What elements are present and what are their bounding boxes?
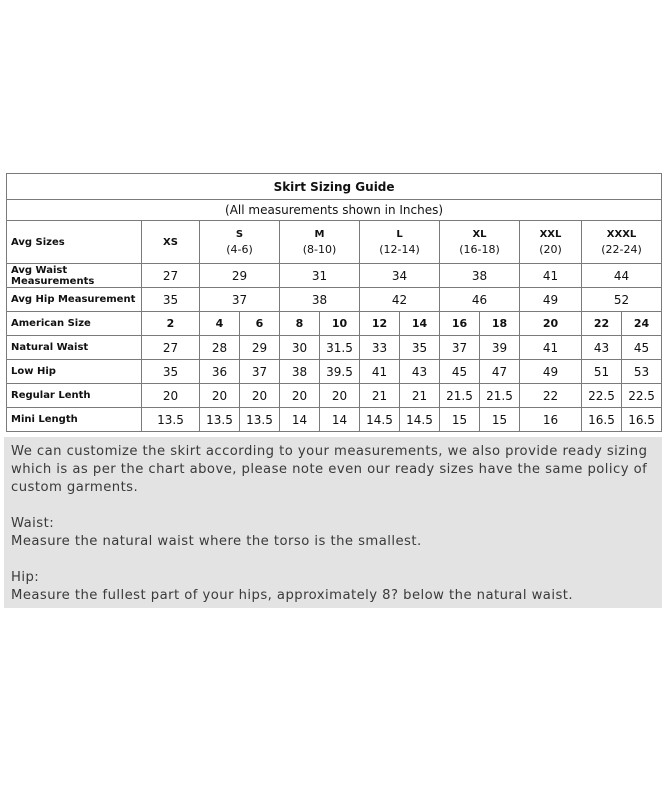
hip-heading: Hip: <box>11 570 40 585</box>
table-cell: 47 <box>480 360 520 384</box>
sizing-chart-image <box>6 173 661 432</box>
table-cell: 20 <box>520 312 582 336</box>
table-cell: 12 <box>360 312 400 336</box>
table-cell: 45 <box>622 336 662 360</box>
size-header-xxl: XXL (20) <box>520 221 582 264</box>
waist-text: Measure the natural waist where the torso is the smallest. <box>11 534 422 549</box>
table-cell: 51 <box>582 360 622 384</box>
american-size-label: American Size <box>7 312 142 336</box>
sizing-notes <box>4 437 662 608</box>
table-cell: 33 <box>360 336 400 360</box>
avg-hip-label: Avg Hip Measurement <box>7 288 142 312</box>
table-cell: 38 <box>280 288 360 312</box>
table-cell: 31.5 <box>320 336 360 360</box>
table-cell: 15 <box>440 408 480 432</box>
table-cell: 10 <box>320 312 360 336</box>
table-cell: 38 <box>440 264 520 288</box>
table-cell: 49 <box>520 288 582 312</box>
table-cell: 13.5 <box>200 408 240 432</box>
table-cell: 20 <box>240 384 280 408</box>
table-cell: 16 <box>520 408 582 432</box>
table-cell: 37 <box>240 360 280 384</box>
table-cell: 2 <box>142 312 200 336</box>
table-cell: 18 <box>480 312 520 336</box>
table-cell: 6 <box>240 312 280 336</box>
waist-heading: Waist: <box>11 516 55 531</box>
sizing-table <box>6 173 662 432</box>
table-cell: 21 <box>400 384 440 408</box>
table-cell: 20 <box>200 384 240 408</box>
size-header-xxxl: XXXL (22-24) <box>582 221 662 264</box>
mini-length-label: Mini Length <box>7 408 142 432</box>
table-cell: 22 <box>520 384 582 408</box>
intro-text: We can customize the skirt according to your measurements, we also provide ready sizing which is as per the chart above, please note even our ready sizes have the same policy of custom garments. <box>11 444 648 495</box>
table-cell: 13.5 <box>240 408 280 432</box>
table-cell: 21.5 <box>480 384 520 408</box>
table-cell: 31 <box>280 264 360 288</box>
size-header-xl: XL (16-18) <box>440 221 520 264</box>
table-cell: 43 <box>582 336 622 360</box>
table-cell: 35 <box>142 360 200 384</box>
table-cell: 27 <box>142 264 200 288</box>
hip-text: Measure the fullest part of your hips, approximately 8? below the natural waist. <box>11 588 574 603</box>
table-cell: 14 <box>280 408 320 432</box>
table-cell: 21.5 <box>440 384 480 408</box>
table-cell: 20 <box>280 384 320 408</box>
table-cell: 52 <box>582 288 662 312</box>
regular-length-label: Regular Lenth <box>7 384 142 408</box>
table-cell: 8 <box>280 312 320 336</box>
table-cell: 39.5 <box>320 360 360 384</box>
low-hip-label: Low Hip <box>7 360 142 384</box>
table-cell: 42 <box>360 288 440 312</box>
table-cell: 27 <box>142 336 200 360</box>
table-cell: 44 <box>582 264 662 288</box>
table-cell: 41 <box>520 336 582 360</box>
table-cell: 22.5 <box>582 384 622 408</box>
table-cell: 20 <box>142 384 200 408</box>
table-cell: 36 <box>200 360 240 384</box>
size-header-s: S (4-6) <box>200 221 280 264</box>
avg-waist-label: Avg Waist Measurements <box>7 264 142 288</box>
table-cell: 35 <box>142 288 200 312</box>
table-cell: 22 <box>582 312 622 336</box>
table-cell: 39 <box>480 336 520 360</box>
table-cell: 37 <box>200 288 280 312</box>
table-cell: 4 <box>200 312 240 336</box>
table-cell: 16.5 <box>622 408 662 432</box>
table-cell: 46 <box>440 288 520 312</box>
natural-waist-label: Natural Waist <box>7 336 142 360</box>
table-cell: 34 <box>360 264 440 288</box>
avg-sizes-label: Avg Sizes <box>7 221 142 264</box>
table-cell: 14.5 <box>360 408 400 432</box>
table-cell: 14 <box>400 312 440 336</box>
size-header-m: M (8-10) <box>280 221 360 264</box>
table-cell: 37 <box>440 336 480 360</box>
table-cell: 20 <box>320 384 360 408</box>
size-header-xs: XS <box>142 221 200 264</box>
table-cell: 13.5 <box>142 408 200 432</box>
table-cell: 35 <box>400 336 440 360</box>
table-cell: 16 <box>440 312 480 336</box>
table-cell: 21 <box>360 384 400 408</box>
table-cell: 49 <box>520 360 582 384</box>
chart-subtitle: (All measurements shown in Inches) <box>7 200 662 221</box>
table-cell: 41 <box>360 360 400 384</box>
table-cell: 22.5 <box>622 384 662 408</box>
table-cell: 24 <box>622 312 662 336</box>
table-cell: 30 <box>280 336 320 360</box>
table-cell: 16.5 <box>582 408 622 432</box>
table-cell: 53 <box>622 360 662 384</box>
table-cell: 45 <box>440 360 480 384</box>
chart-title: Skirt Sizing Guide <box>7 174 662 200</box>
table-cell: 28 <box>200 336 240 360</box>
table-cell: 38 <box>280 360 320 384</box>
table-cell: 29 <box>240 336 280 360</box>
table-cell: 15 <box>480 408 520 432</box>
table-cell: 14.5 <box>400 408 440 432</box>
size-header-l: L (12-14) <box>360 221 440 264</box>
table-cell: 43 <box>400 360 440 384</box>
table-cell: 41 <box>520 264 582 288</box>
table-cell: 14 <box>320 408 360 432</box>
table-cell: 29 <box>200 264 280 288</box>
